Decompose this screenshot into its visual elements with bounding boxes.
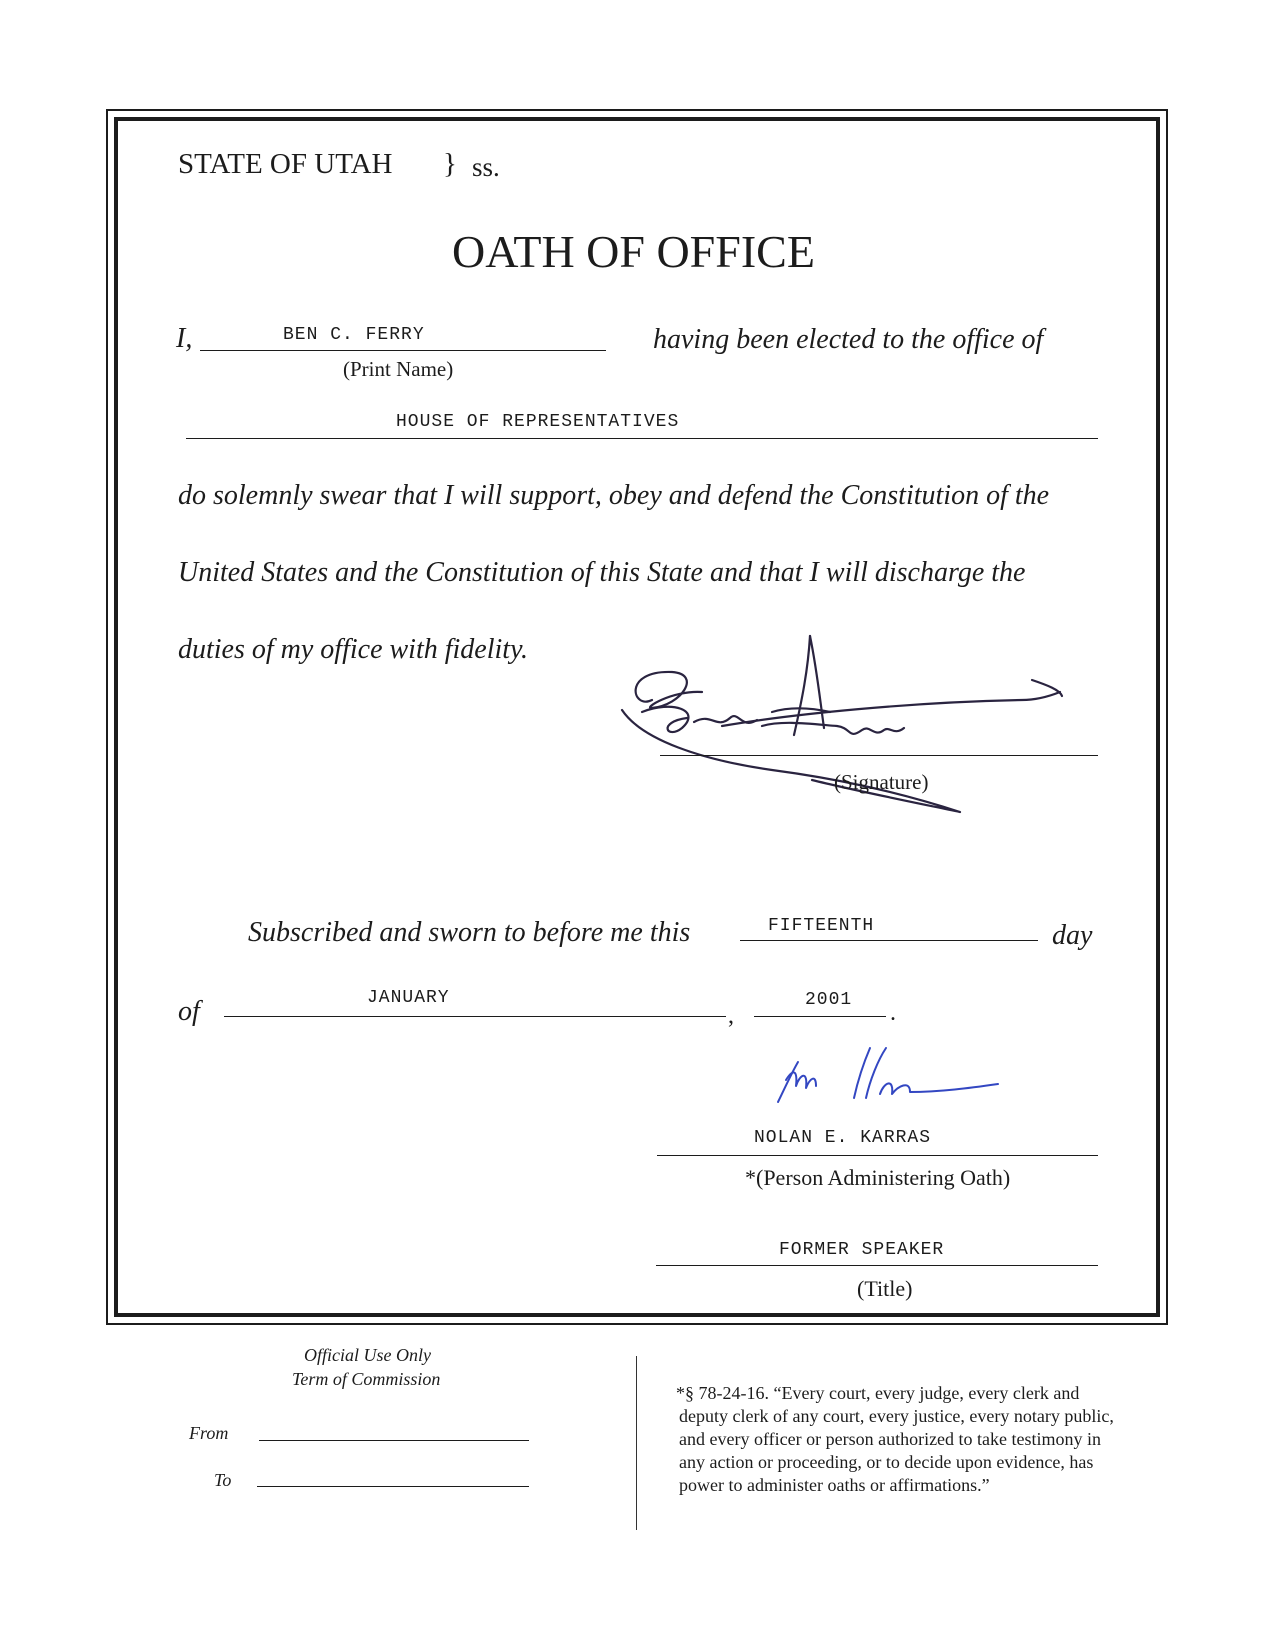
administrator-caption: *(Person Administering Oath) — [745, 1165, 1011, 1190]
to-field[interactable] — [257, 1486, 529, 1487]
official-use-heading: Official Use Only — [304, 1345, 431, 1365]
month-value[interactable]: JANUARY — [367, 988, 450, 1008]
statute-line-4: any action or proceeding, or to decide upon evidence, has — [679, 1452, 1094, 1472]
oath-line-2: United States and the Constitution of this State and that I will discharge the — [178, 557, 1026, 588]
office-line — [186, 438, 1098, 439]
from-label: From — [189, 1423, 229, 1443]
i-prefix: I, — [176, 323, 193, 354]
statute-line-2: deputy clerk of any court, every justice, every notary public, — [679, 1406, 1114, 1426]
signature-caption: (Signature) — [834, 770, 929, 794]
month-line — [224, 1016, 726, 1017]
day-value[interactable]: FIFTEENTH — [768, 916, 875, 936]
day-word: day — [1052, 920, 1093, 951]
statute-line-1: *§ 78-24-16. “Every court, every judge, every clerk and — [676, 1383, 1080, 1403]
print-name-value[interactable]: BEN C. FERRY — [283, 325, 425, 345]
comma: , — [728, 1003, 734, 1029]
to-label: To — [214, 1470, 232, 1490]
elected-text: having been elected to the office of — [653, 324, 1044, 355]
oath-line-1: do solemnly swear that I will support, obey and defend the Constitution of the — [178, 480, 1050, 511]
title-caption: (Title) — [857, 1276, 913, 1301]
subscribed-text: Subscribed and sworn to before me this — [248, 917, 691, 948]
of-word: of — [178, 996, 200, 1027]
administrator-name-value[interactable]: NOLAN E. KARRAS — [754, 1128, 932, 1148]
office-value[interactable]: HOUSE OF REPRESENTATIVES — [396, 412, 680, 432]
form-title: OATH OF OFFICE — [452, 226, 815, 277]
title-value[interactable]: FORMER SPEAKER — [779, 1240, 945, 1260]
statute-line-3: and every officer or person authorized to take testimony in — [679, 1429, 1102, 1449]
administrator-signature — [770, 1040, 1000, 1110]
brace: } — [443, 148, 457, 180]
title-line — [656, 1265, 1098, 1266]
statute-line-5: power to administer oaths or affirmations.” — [679, 1475, 990, 1495]
print-name-line — [200, 350, 606, 351]
oath-line-3: duties of my office with fidelity. — [178, 634, 528, 665]
period: . — [890, 1000, 896, 1026]
print-name-caption: (Print Name) — [343, 357, 454, 381]
signature-line — [660, 755, 1098, 756]
state-line: STATE OF UTAH — [178, 148, 393, 180]
from-field[interactable] — [259, 1440, 529, 1441]
ss-label: ss. — [472, 152, 500, 182]
day-line — [740, 940, 1038, 941]
term-of-commission-heading: Term of Commission — [292, 1369, 441, 1389]
administrator-line — [657, 1155, 1098, 1156]
year-value[interactable]: 2001 — [805, 990, 853, 1010]
footer-divider — [636, 1356, 637, 1530]
year-line — [754, 1016, 886, 1017]
